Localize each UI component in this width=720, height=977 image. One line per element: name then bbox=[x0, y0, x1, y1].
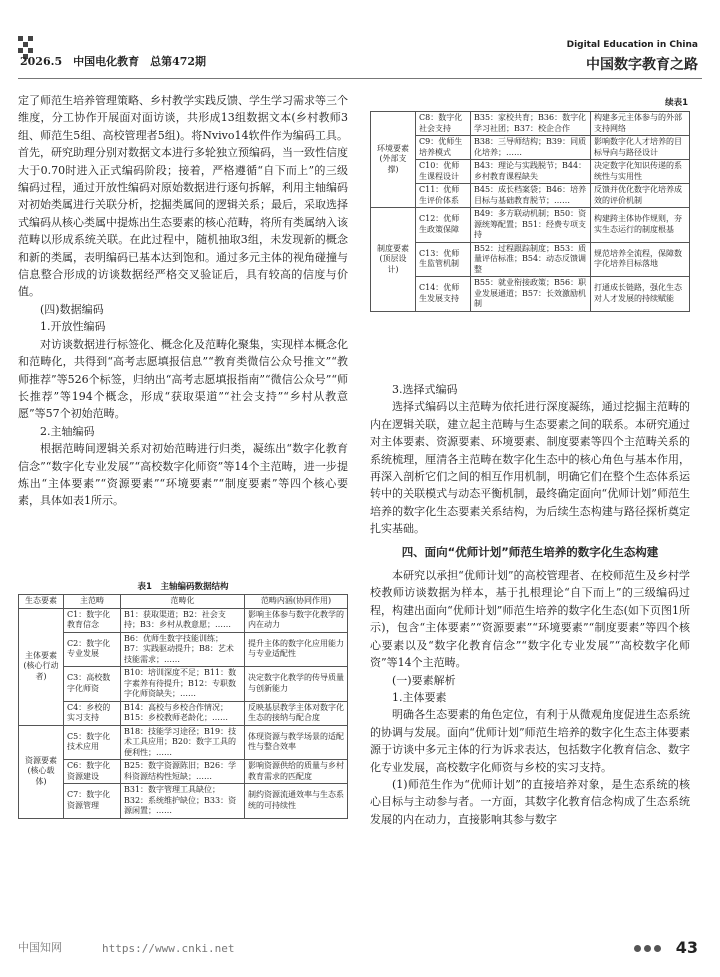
category-cell: B35：家校共育；B36：数字化学习社团；B37：校企合作 bbox=[471, 112, 591, 136]
category-cell: B43：理论与实践脱节；B44：乡村教育课程缺失 bbox=[471, 160, 591, 184]
paragraph: 选择式编码以主范畴为依托进行深度凝练，通过挖掘主范畴的内在逻辑关联，建立起主范畴与生态要素之间的联系。本研究通过对主体要素、资源要素、环境要素、制度要素等四个主范畴关系的系统梳理，厘清各主范畴在数字化生态中的核心角色与基本作用，再深入剖析它们之间的相互作用机制，明确它们在整个生态体系运转中的关联模式与动态平衡机制，最终确定面向“优师计划”师范生培养的数字化生态要素关系结构，为后续生态构建与路径探析奠定扎实基础。 bbox=[370, 400, 690, 536]
footer-source: 中国知网 bbox=[18, 941, 62, 954]
table-row bbox=[371, 184, 690, 208]
table-row bbox=[371, 112, 690, 136]
main-cell: C14：优师生发展支持 bbox=[416, 277, 471, 312]
meaning-cell: 影响资源供给的质量与乡村教育需求的匹配度 bbox=[245, 760, 348, 784]
category-cell: B52：过程跟踪制度；B53：质量评估标准；B54：动态反馈调整 bbox=[471, 242, 591, 277]
page-number: 43 bbox=[675, 938, 698, 957]
meaning-cell: 打通成长链路，强化生态对人才发展的持续赋能 bbox=[591, 277, 690, 312]
main-cell: C9：优师生培养模式 bbox=[416, 136, 471, 160]
meaning-cell: 构建多元主体参与的外部支持网络 bbox=[591, 112, 690, 136]
table1 bbox=[18, 594, 348, 819]
table1-continued bbox=[370, 111, 690, 312]
table-row bbox=[371, 208, 690, 243]
table-row bbox=[19, 608, 348, 632]
main-cell: C1：数字化教育信念 bbox=[64, 608, 121, 632]
element-cell: 环境要素(外部支撑) bbox=[371, 112, 416, 208]
main-cell: C3：高校数字化师资 bbox=[64, 667, 121, 702]
meaning-cell: 规范培养全流程，保障数字化培养目标落地 bbox=[591, 242, 690, 277]
subheading-selective-coding: 3.选择式编码 bbox=[392, 383, 458, 396]
meaning-cell: 制约资源流通效率与生态系统的可持续性 bbox=[245, 784, 348, 819]
th-element: 生态要素 bbox=[19, 595, 64, 609]
meaning-cell: 决定数字化知识传递的系统性与实用性 bbox=[591, 160, 690, 184]
category-cell: B45：成长档案袋；B46：培养目标与基础教育脱节；…… bbox=[471, 184, 591, 208]
category-cell: B10：培训深度不足；B11：数字素养有待提升；B12：专职数字化师资缺失；…… bbox=[121, 667, 245, 702]
right-column bbox=[370, 381, 690, 828]
subheading-element-analysis: (一)要素解析 bbox=[392, 673, 456, 687]
element-cell: 制度要素(顶层设计) bbox=[371, 208, 416, 312]
category-cell: B6：优师生数字技能训练；B7：实践驱动提升；B8：艺术技能需求；…… bbox=[121, 632, 245, 667]
meaning-cell: 反映基层教学主体对数字化生态的接纳与配合度 bbox=[245, 701, 348, 725]
meaning-cell: 构建跨主体协作规则，夯实生态运行的制度根基 bbox=[591, 208, 690, 243]
meaning-cell: 影响数字化人才培养的目标导向与路径设计 bbox=[591, 136, 690, 160]
category-cell: B25：数字资源陈旧；B26：学科资源结构性短缺；…… bbox=[121, 760, 245, 784]
meaning-cell: 提升主体的数字化应用能力与专业适配性 bbox=[245, 632, 348, 667]
footer-decoration bbox=[634, 943, 668, 953]
main-cell: C6：数字化资源建设 bbox=[64, 760, 121, 784]
meaning-cell: 决定数字化教学的传导质量与创新能力 bbox=[245, 667, 348, 702]
element-cell: 主体要素(核心行动者) bbox=[19, 608, 64, 725]
meaning-cell: 反馈并优化数字化培养成效的评价机制 bbox=[591, 184, 690, 208]
table1-caption: 表1 主轴编码数据结构 bbox=[137, 582, 229, 592]
table-row bbox=[19, 760, 348, 784]
meaning-cell: 影响主体参与数字化教学的内在动力 bbox=[245, 608, 348, 632]
paragraph: 本研究以承担“优师计划”的高校管理者、在校师范生及乡村学校教师访谈数据为样本，基于扎根理论“自下而上”的三级编码过程，构建出面向“优师计划”师范生培养的数字化生态(如下页图1所示)，包含“主体要素”“资源要素”“环境要素”“制度要素”等四个核心要素以及“数字化教育信念”“数字化专业发展”“高校数字化师资”等14个主范畴。 bbox=[370, 569, 690, 670]
table-row bbox=[371, 160, 690, 184]
category-cell: B55：就业衔接政策；B56：职业发展通道；B57：长效激励机制 bbox=[471, 277, 591, 312]
main-cell: C12：优师生政策保障 bbox=[416, 208, 471, 243]
table-row bbox=[19, 784, 348, 819]
category-cell: B49：多方联动机制；B50：资源统筹配置；B51：经费专项支持 bbox=[471, 208, 591, 243]
left-column bbox=[18, 92, 348, 510]
paragraph: (1)师范生作为“优师计划”的直接培养对象，是生态系统的核心目标与主动参与者。一方面，其数字化教育信念构成了生态系统发展的内在动力，直接影响其参与数字 bbox=[370, 777, 690, 826]
header-rule bbox=[18, 78, 702, 79]
main-cell: C7：数字化资源管理 bbox=[64, 784, 121, 819]
meaning-cell: 体现资源与教学场景的适配性与整合效率 bbox=[245, 725, 348, 760]
subheading-subject-elements: 1.主体要素 bbox=[392, 690, 447, 704]
paragraph: 定了师范生培养管理策略、乡村教学实践反馈、学生学习需求等三个维度，分工协作开展面对面访谈，共形成13组数据文本(乡村教师3组、师范生5组、高校管理者5组)。将Nvivo14软件作为编码工具。首先，研究助理分别对数据文本进行多轮独立预编码，当一致性信度大于0.70时进入正式编码阶段；接着，严格遵循“自下而上”的三级编码过程，通过开放性编码对原始数据进行逐句拆解，利用主轴编码对初始类属进行关联分析，挖掘类属间的逻辑关系；最后，采取选择式编码从核心类属中提炼出生态要素的核心范畴，将所有类属纳入该范畴以形成系统关联。在此过程中，随机抽取3组，未发现新的概念和新的类属，表明编码已基本达到饱和。通过多元主体的视角碰撞与信息整合形成的访谈数据经严格交叉验证后，具有较高的信度与价值。 bbox=[18, 94, 348, 299]
table-row bbox=[19, 667, 348, 702]
subheading-open-coding: 1.开放性编码 bbox=[40, 320, 106, 334]
table1-continued-caption: 续表1 bbox=[665, 98, 688, 108]
category-cell: B38：三导师结构；B39：同质化培养；…… bbox=[471, 136, 591, 160]
table-header-row bbox=[19, 595, 348, 609]
table-row bbox=[19, 701, 348, 725]
category-cell: B18：技能学习途径；B19：技术工具应用；B20：数字工具的便利性；…… bbox=[121, 725, 245, 760]
main-cell: C8：数字化社会支持 bbox=[416, 112, 471, 136]
subheading-data-coding: (四)数据编码 bbox=[40, 302, 104, 316]
main-cell: C4：乡校的实习支持 bbox=[64, 701, 121, 725]
table-row bbox=[371, 242, 690, 277]
main-cell: C10：优师生课程设计 bbox=[416, 160, 471, 184]
table-row bbox=[371, 277, 690, 312]
journal-title-en: Digital Education in China bbox=[566, 40, 698, 50]
main-cell: C11：优师生评价体系 bbox=[416, 184, 471, 208]
paragraph: 明确各生态要素的角色定位，有利于从微观角度促进生态系统的协调与发展。面向“优师计划”师范生培养的数字化生态主体要素源于访谈中多元主体的行为诉求表达，包括数字化教育信念、数字化专业发展，高校数字化师资与乡校的实习支持。 bbox=[370, 708, 690, 774]
main-cell: C13：优师生监管机制 bbox=[416, 242, 471, 277]
main-cell: C5：数字化技术应用 bbox=[64, 725, 121, 760]
main-cell: C2：数字化专业发展 bbox=[64, 632, 121, 667]
table-row bbox=[371, 136, 690, 160]
category-cell: B14：高校与乡校合作情况；B15：乡校教师老龄化；…… bbox=[121, 701, 245, 725]
th-main: 主范畴 bbox=[64, 595, 121, 609]
paragraph: 根据范畴间逻辑关系对初始范畴进行归类，凝练出“数字化教育信念”“数字化专业发展”“高校数字化师资”等14个主范畴，进一步提炼出“主体要素”“资源要素”“环境要素”“制度要素”等四个核心要素，具体如表1所示。 bbox=[18, 442, 348, 508]
section-heading: 四、面向“优师计划”师范生培养的数字化生态构建 bbox=[401, 544, 659, 559]
subheading-axial-coding: 2.主轴编码 bbox=[40, 424, 95, 438]
element-cell: 资源要素(核心载体) bbox=[19, 725, 64, 818]
category-cell: B31：数字管理工具缺位；B32：系统维护缺位；B33：资源闲置；…… bbox=[121, 784, 245, 819]
journal-title-zh: 中国数字教育之路 bbox=[586, 57, 698, 73]
paragraph: 对访谈数据进行标签化、概念化及范畴化聚集，实现样本概念化和范畴化，共得到“高考志愿填报信息”“教育类微信公众号推文”“教师推荐”等526个标签，归纳出“高考志愿填报指南”“微信公众号”“师长推荐”等194个概念，形成“获取渠道”“社会支持”“乡村从教意愿”等57个初始范畴。 bbox=[18, 337, 348, 421]
th-category: 范畴化 bbox=[121, 595, 245, 609]
table-row bbox=[19, 725, 348, 760]
th-meaning: 范畴内涵(协同作用) bbox=[245, 595, 348, 609]
table-row bbox=[19, 632, 348, 667]
category-cell: B1：获取渠道；B2：社会支持；B3：乡村从教意愿；…… bbox=[121, 608, 245, 632]
footer-url[interactable]: https://www.cnki.net bbox=[102, 942, 235, 955]
issue-info: 2026.5 中国电化教育 总第472期 bbox=[20, 55, 207, 68]
